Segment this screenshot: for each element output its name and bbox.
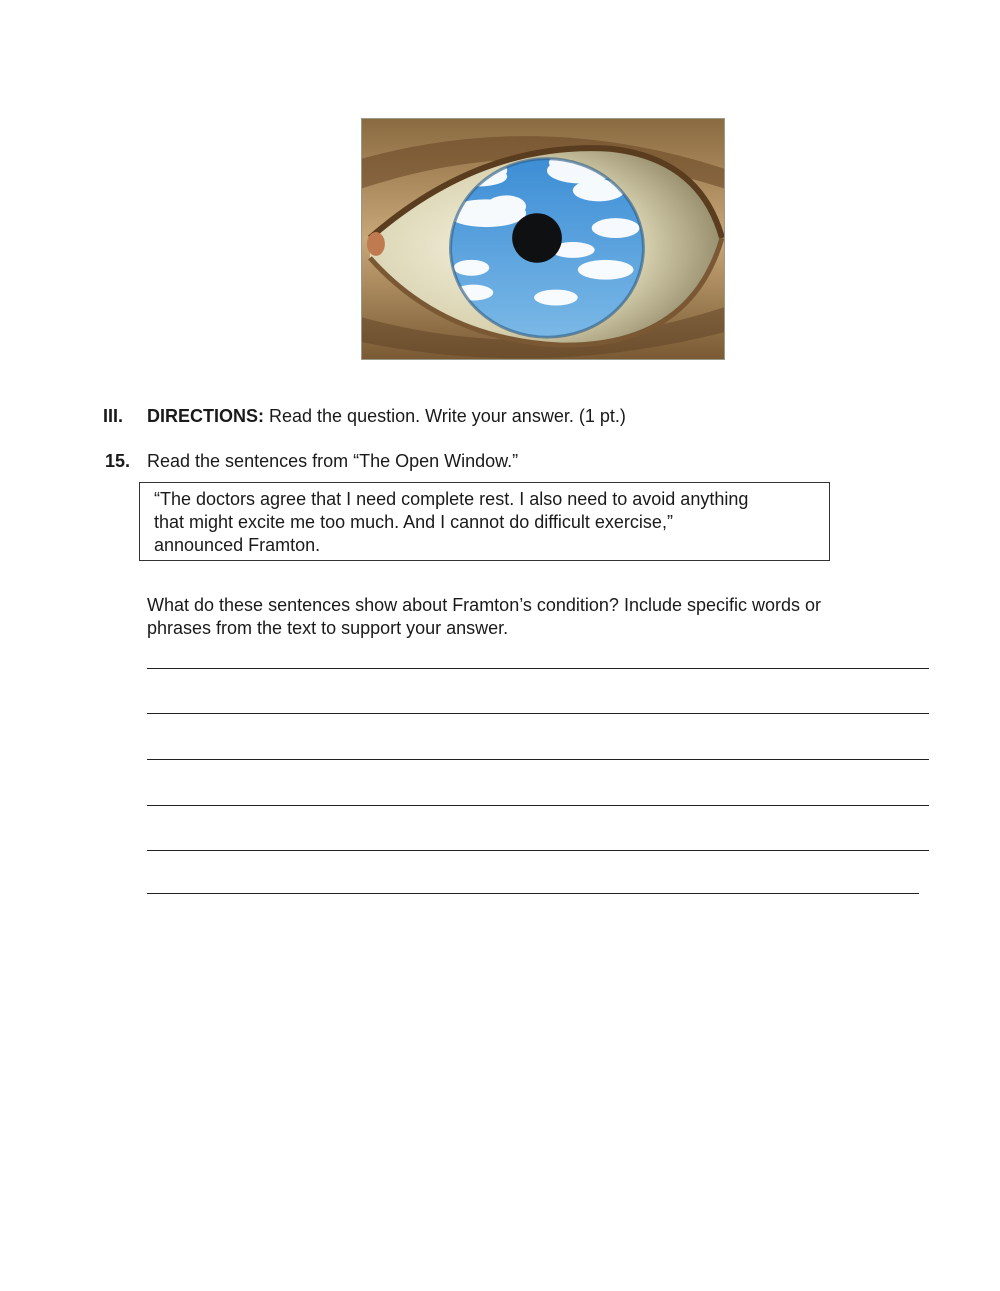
question-number: 15. (105, 451, 131, 471)
answer-line[interactable] (147, 850, 929, 851)
eye-painting-image (361, 118, 725, 360)
section-number: III. (103, 406, 124, 426)
prompt-line: phrases from the text to support your answer. (147, 618, 509, 638)
answer-line[interactable] (147, 713, 929, 714)
question-prompt (147, 594, 937, 640)
prompt-line: What do these sentences show about Framton’s condition? Include specific words or (147, 595, 822, 615)
directions-text (147, 405, 626, 427)
answer-line[interactable] (147, 668, 929, 669)
answer-line[interactable] (147, 893, 919, 894)
answer-line[interactable] (147, 805, 929, 806)
directions-label: DIRECTIONS: (147, 406, 264, 426)
question-intro: Read the sentences from “The Open Window.” (147, 451, 519, 471)
quote-box (139, 482, 830, 561)
quote-line: “The doctors agree that I need complete rest. I also need to avoid anything (154, 489, 749, 509)
answer-line[interactable] (147, 759, 929, 760)
pupil (512, 213, 562, 263)
quote-line: announced Framton. (154, 535, 321, 555)
quote-line: that might excite me too much. And I cannot do difficult exercise,” (154, 512, 673, 532)
directions-body: Read the question. Write your answer. (1 pt.) (264, 406, 626, 426)
